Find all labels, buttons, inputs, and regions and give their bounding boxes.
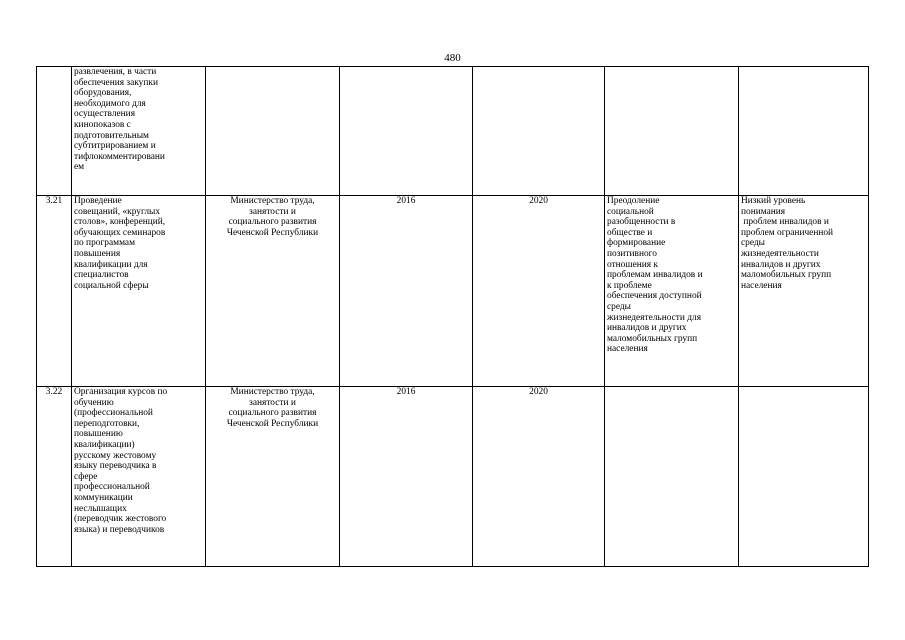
- executor-line: Чеченской Республики: [226, 227, 319, 238]
- activity-line: специалистов: [74, 270, 129, 281]
- consequence-line: Низкий уровень: [741, 196, 806, 206]
- activity-cell: [72, 196, 206, 387]
- measures-table: [36, 66, 869, 567]
- executor-line: Чеченской Республики: [226, 418, 319, 429]
- result-line: к проблеме: [607, 280, 652, 291]
- result-line: населения: [607, 344, 648, 355]
- activity-line: оборудования,: [74, 88, 132, 99]
- activity-line: сфере: [74, 471, 98, 482]
- end-year-cell: [473, 67, 605, 196]
- activity-line: квалификации): [74, 439, 135, 450]
- activity-line: Проведение: [74, 196, 122, 206]
- activity-line: по программам: [74, 238, 136, 249]
- result-line: среды: [607, 301, 631, 312]
- consequence-line: населения: [741, 280, 782, 291]
- result-line: формирование: [607, 238, 666, 249]
- executor-line: социального развития: [228, 217, 317, 228]
- activity-line: кинопоказов с: [74, 119, 131, 130]
- activity-line: переподготовки,: [74, 418, 140, 429]
- result-line: Преодоление: [607, 196, 660, 206]
- end-year-cell: 2020: [473, 196, 605, 387]
- activity-line: (профессиональной: [74, 408, 153, 419]
- consequence-line: проблем инвалидов и: [741, 217, 829, 228]
- activity-line: повышению: [74, 429, 123, 440]
- table-row: [37, 67, 869, 196]
- activity-cell: [72, 67, 206, 196]
- activity-line: тифлокомментировани: [74, 151, 165, 162]
- activity-line: совещаний, «круглых: [74, 206, 161, 217]
- executor-line: социального развития: [228, 408, 317, 419]
- executor-line: Министерство труда,: [230, 387, 315, 397]
- activity-line: языка) и переводчиков: [74, 524, 165, 535]
- consequence-line: жизнедеятельности: [741, 248, 819, 259]
- result-line: инвалидов и других: [607, 323, 687, 334]
- start-year-cell: 2016: [340, 196, 473, 387]
- executor-line: Министерство труда,: [230, 196, 315, 206]
- activity-line: необходимого для: [74, 98, 146, 109]
- consequence-line: проблем ограниченной: [741, 227, 834, 238]
- result-line: жизнедеятельности для: [607, 312, 702, 323]
- end-year-cell: 2020: [473, 387, 605, 567]
- consequence-cell: [739, 196, 869, 387]
- start-year-cell: 2016: [340, 387, 473, 567]
- row-number-cell: 3.21: [37, 196, 72, 387]
- activity-line: неслышащих: [74, 503, 127, 514]
- consequence-cell: [739, 387, 869, 567]
- activity-line: Организация курсов по: [74, 387, 168, 397]
- result-cell: [605, 67, 739, 196]
- activity-line: обучающих семинаров: [74, 227, 166, 238]
- row-number-cell: 3.22: [37, 387, 72, 567]
- consequence-line: понимания: [741, 206, 786, 217]
- result-line: позитивного: [607, 248, 657, 259]
- executor-cell: [206, 387, 340, 567]
- page-number: 480: [444, 52, 461, 64]
- activity-line: осуществления: [74, 109, 136, 120]
- activity-line: языку переводчика в: [74, 461, 157, 472]
- executor-cell: [206, 67, 340, 196]
- result-line: разобщенности в: [607, 217, 676, 228]
- activity-line: русскому жестовому: [74, 450, 157, 461]
- activity-line: подготовительным: [74, 130, 149, 141]
- consequence-cell: [739, 67, 869, 196]
- row-number-cell: [37, 67, 72, 196]
- activity-line: обеспечения закупки: [74, 77, 158, 88]
- consequence-line: инвалидов и других: [741, 259, 821, 270]
- executor-line: занятости и: [249, 206, 296, 217]
- activity-line: квалификации для: [74, 259, 148, 270]
- consequence-line: среды: [741, 238, 765, 249]
- activity-line: социальной сферы: [74, 280, 149, 291]
- result-line: обществе и: [607, 227, 653, 238]
- activity-line: коммуникации: [74, 492, 133, 503]
- result-cell: [605, 387, 739, 567]
- activity-line: (переводчик жестового: [74, 514, 167, 525]
- activity-line: обучению: [74, 397, 114, 408]
- consequence-line: маломобильных групп: [741, 270, 832, 281]
- result-line: проблемам инвалидов и: [607, 270, 703, 281]
- result-line: маломобильных групп: [607, 333, 698, 344]
- activity-line: повышения: [74, 248, 121, 259]
- result-line: отношения к: [607, 259, 658, 270]
- table-row: [37, 196, 869, 387]
- result-line: обеспечения доступной: [607, 291, 702, 302]
- executor-cell: [206, 196, 340, 387]
- activity-line: развлечения, в части: [74, 67, 157, 77]
- table-row: [37, 387, 869, 567]
- activity-cell: [72, 387, 206, 567]
- activity-line: столов», конференций,: [74, 217, 166, 228]
- activity-line: профессиональной: [74, 482, 150, 493]
- result-cell: [605, 196, 739, 387]
- activity-line: субтитрированием и: [74, 141, 156, 152]
- start-year-cell: [340, 67, 473, 196]
- executor-line: занятости и: [249, 397, 296, 408]
- activity-line: ем: [74, 162, 85, 173]
- result-line: социальной: [607, 206, 654, 217]
